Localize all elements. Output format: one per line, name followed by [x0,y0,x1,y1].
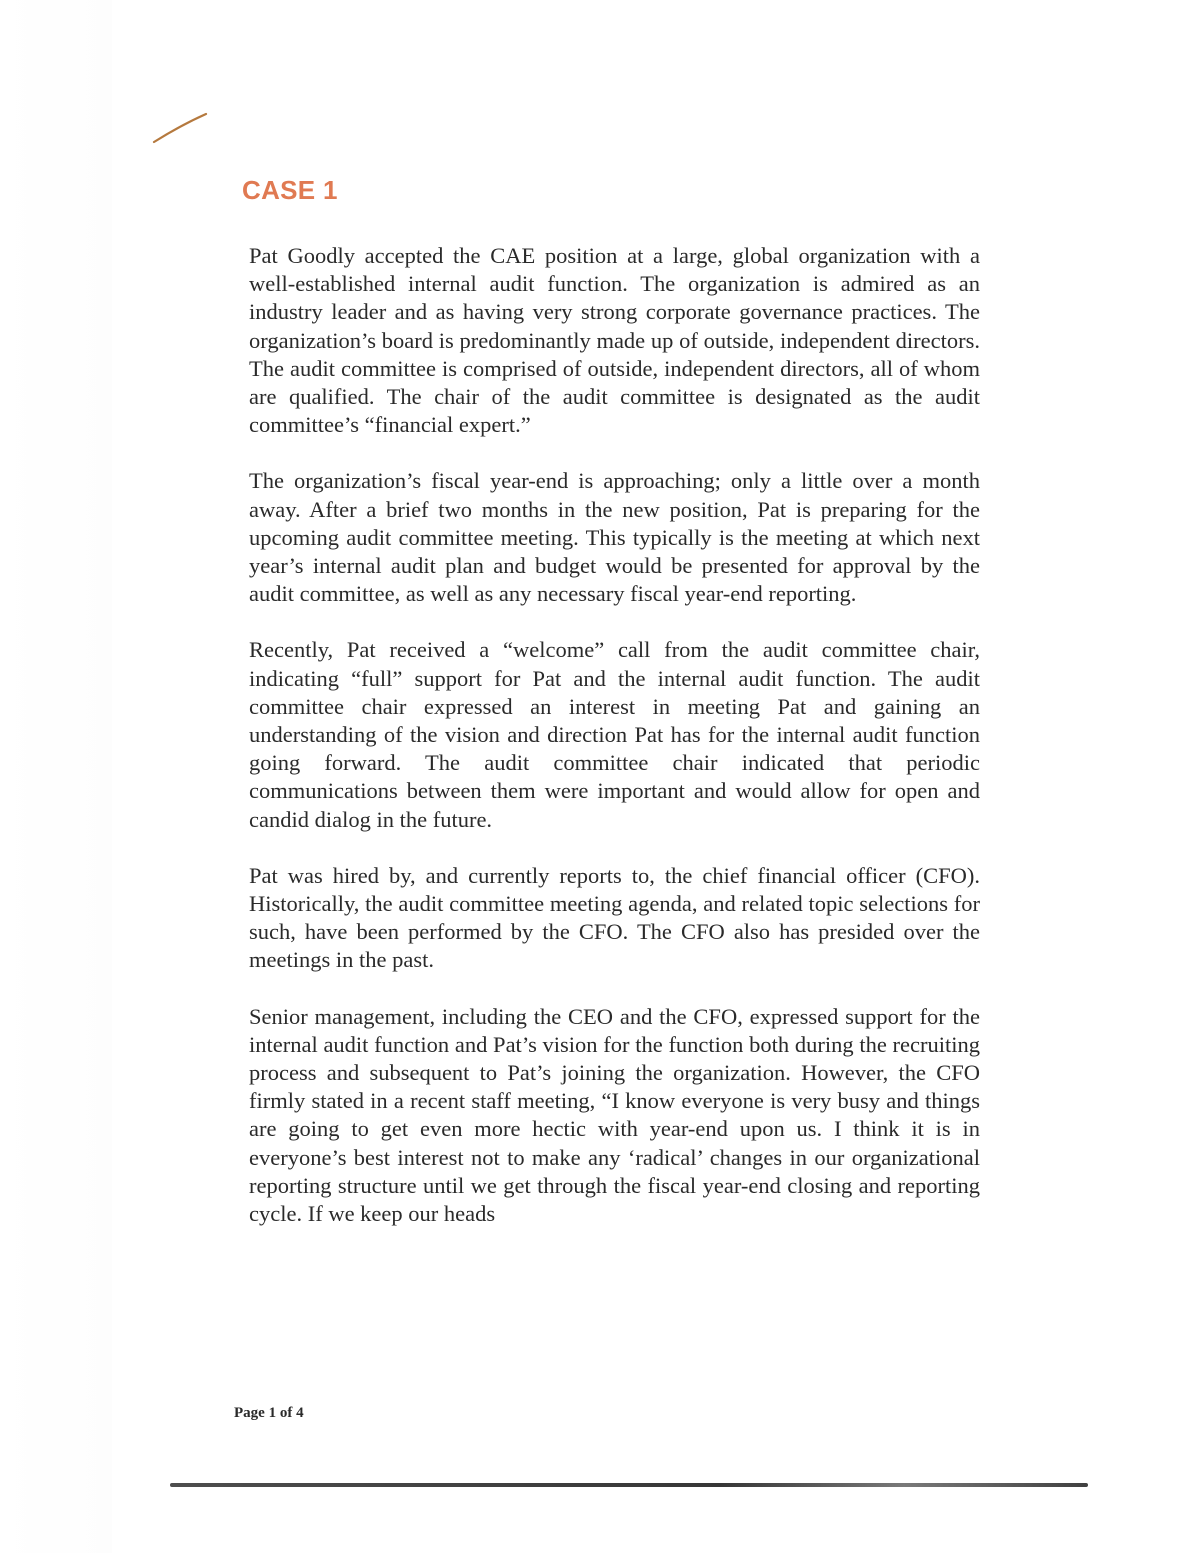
case-body [249,242,980,1256]
case-heading: CASE 1 [242,175,338,205]
paragraph-4: Pat was hired by, and currently reports to, the chief financial officer (CFO). Historically, the audit committee meeting agenda, and related topic selections for such, have been performed by the CFO. The CFO also has presided over the meetings in the past. [249,862,980,973]
pen-mark-icon [150,108,210,148]
scan-edge-line [170,1483,1088,1487]
paragraph-3: Recently, Pat received a “welcome” call from the audit committee chair, indicating “full” support for Pat and the internal audit function. The audit committee chair expressed an interest in meeting Pat and gaining an understanding of the vision and direction Pat has for the internal audit function going forward. The audit committee chair indicated that periodic communications between them were important and would allow for open and candid dialog in the future. [249,637,980,832]
paragraph-1: Pat Goodly accepted the CAE position at a large, global organization with a well-established internal audit function. The organization is admired as an industry leader and as having very strong corporate governance practices. The organization’s board is predominantly made up of outside, independent directors. The audit committee is comprised of outside, independent directors, all of whom are qualified. The chair of the audit committee is designated as the audit committee’s “financial expert.” [249,243,980,438]
paragraph-2: The organization’s fiscal year-end is approaching; only a little over a month away. After a brief two months in the new position, Pat is preparing for the upcoming audit committee meeting. This typically is the meeting at which next year’s internal audit plan and budget would be presented for approval by the audit committee, as well as any necessary fiscal year-end reporting. [249,468,980,607]
page-number: Page 1 of 4 [234,1405,304,1421]
paragraph-5: Senior management, including the CEO and the CFO, expressed support for the internal audit function and Pat’s vision for the function both during the recruiting process and subsequent to Pat’s joining the organization. However, the CFO firmly stated in a recent staff meeting, “I know everyone is very busy and things are going to get even more hectic with year-end upon us. I think it is in everyone’s best interest not to make any ‘radical’ changes in our organizational reporting structure until we get through the fiscal year-end closing and reporting cycle. If we keep our heads [249,1003,980,1227]
scan-shadow [0,0,112,1553]
